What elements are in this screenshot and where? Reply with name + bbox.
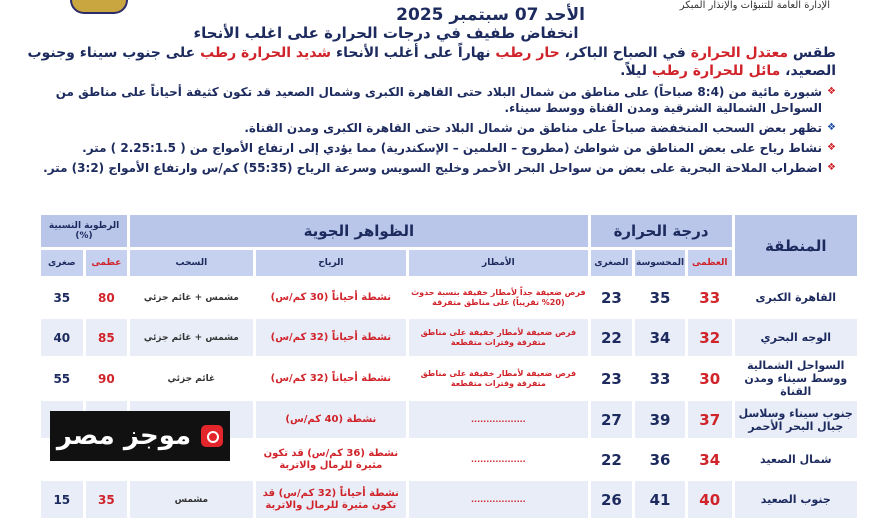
forecast-headline: انخفاض طفيف في درجات الحرارة على اغلب الأنحاء <box>193 24 579 42</box>
bullet-wind: ❖ نشاط رياح على بعض المناطق من شواطئ (مطروح – العلمين – الإسكندرية) مما يؤدي إلى ارتفاع الأمواج من ( 2.25:1.5 ) متر. <box>26 140 836 156</box>
weather-table <box>38 212 860 522</box>
header-temperature: درجة الحرارة <box>591 215 732 247</box>
watermark-logo <box>50 411 230 461</box>
header-wind: الرياح <box>256 250 407 276</box>
table-row: السواحل الشمالية ووسط سيناء ومدن القناة 30 33 23 فرص ضعيفة لأمطار خفيفة على مناطق متفرقة وفترات متقطعة نشطة أحياناً (32 كم/س) غائم جزئي 90 55 <box>41 359 857 398</box>
authority-name: الإدارة العامة للتنبؤات والإنذار المبكر <box>679 0 830 11</box>
table-row: جنوب سيناء وسلاسل جبال البحر الأحمر 37 39 27 .................. نشطة (40 كم/س) <box>41 401 857 438</box>
forecast-text <box>26 24 836 180</box>
table-row: الوجه البحري 32 34 22 فرص ضعيفة لأمطار خفيفة على مناطق متفرقة وفترات متقطعة نشطة أحياناً (32 كم/س) مشمس + غائم جزئي 85 40 <box>41 319 857 356</box>
header-humidity: الرطوبة النسبية (%) <box>41 215 127 247</box>
bullet-fog: ❖ شبورة مائية من (8:4 صباحاً) على مناطق من شمال البلاد حتى القاهرة الكبرى وشمال الصعيد قد تكون كثيفة أحياناً على مناطق من السواحل الشمالية الشرقية ومدن القناة ووسط سيناء. <box>26 84 836 116</box>
table-row: جنوب الصعيد 40 41 26 .................. نشطة أحياناً (32 كم/س) قد تكون مثيرة للرمال والاتربة مشمس 35 15 <box>41 481 857 518</box>
header-max: العظمى <box>688 250 732 276</box>
bullet-navigation: ❖ اضطراب الملاحة البحرية على بعض من سواحل البحر الأحمر وخليج السويس وسرعة الرياح (55:35) كم/س وارتفاع الأمواج (3:2) متر. <box>26 160 836 176</box>
table-row: شمال الصعيد 34 36 22 .................. نشطة (36 كم/س) قد تكون مثيرة للرمال والاتربة <box>41 441 857 478</box>
header-rain: الأمطار <box>409 250 588 276</box>
header-feels: المحسوسة <box>635 250 685 276</box>
forecast-bullets <box>26 84 836 176</box>
forecast-summary: طقس معتدل الحرارة في الصباح الباكر، حار رطب نهاراً على أغلب الأنحاء شديد الحرارة رطب على جنوب سيناء وجنوب الصعيد، مائل للحرارة رطب ليلاً. <box>27 45 836 79</box>
header-hum-min: صغرى <box>41 250 83 276</box>
watermark-text: موجز مصر <box>56 421 192 451</box>
meteorological-authority-logo <box>70 0 128 14</box>
header-min: الصغرى <box>591 250 633 276</box>
table-row: القاهرة الكبرى 33 35 23 فرص ضعيفة جداً لأمطار خفيفة بنسبة حدوث (20% تقريباً) على مناطق متفرقة نشطة أحياناً (30 كم/س) مشمس + غائم جزئي 80 35 <box>41 279 857 316</box>
header-region: المنطقة <box>735 215 857 276</box>
header-phenomena: الظواهر الجوية <box>130 215 588 247</box>
bullet-low-clouds: ❖ تظهر بعض السحب المنخفضة صباحاً على مناطق من شمال البلاد حتى القاهرة الكبرى ومدن القناة. <box>26 120 836 136</box>
forecast-date: الأحد 07 سبتمبر 2025 <box>396 5 585 25</box>
header-hum-max: عظمى <box>86 250 128 276</box>
header-clouds: السحب <box>130 250 253 276</box>
watermark-icon <box>201 425 223 447</box>
